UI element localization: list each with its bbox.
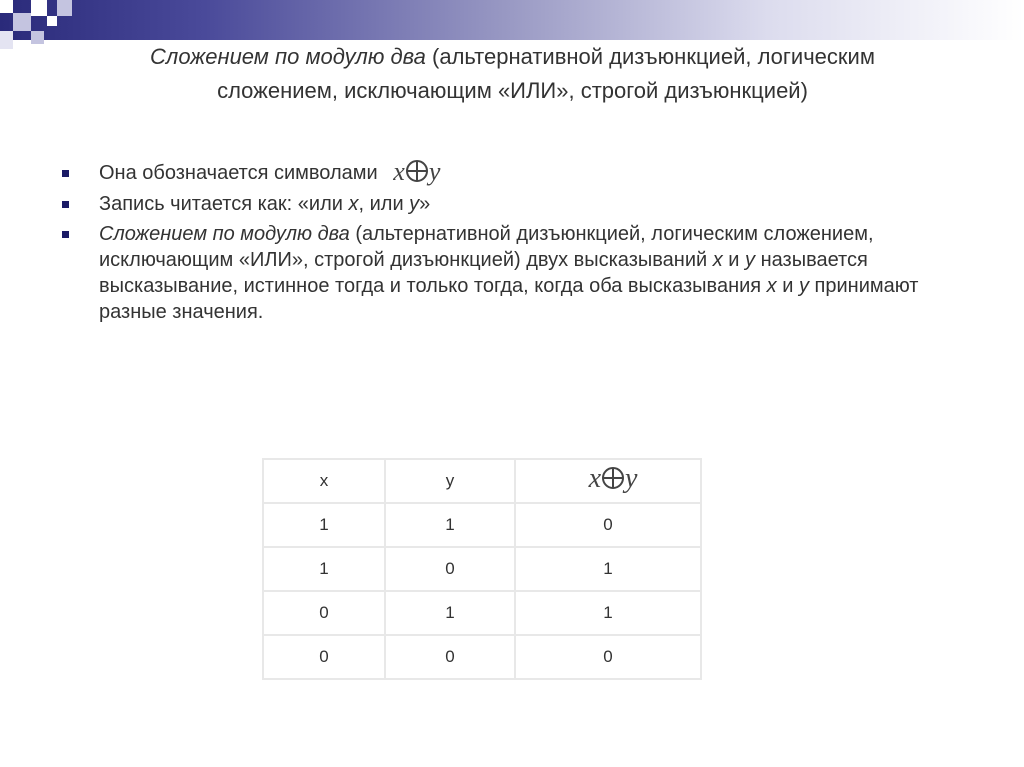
table-cell: 0 (264, 636, 384, 678)
decor-square (16, 44, 31, 56)
var-y: y (409, 192, 420, 215)
decor-square (47, 16, 57, 26)
bullet-item (62, 156, 982, 187)
bullet-square-icon (62, 231, 69, 238)
oplus-icon (406, 160, 428, 182)
formula-x: x (393, 156, 405, 186)
bullet-square-icon (62, 201, 69, 208)
var-x: x (766, 274, 777, 297)
header-cell-xor (516, 460, 700, 502)
table-cell: 1 (264, 504, 384, 546)
decor-square (31, 0, 47, 16)
var-x: x (348, 192, 359, 215)
table-cell: 1 (386, 504, 514, 546)
definition-text: и (776, 274, 799, 297)
bullet-text: Запись читается как: «или (99, 192, 349, 215)
var-y: y (745, 248, 756, 271)
formula-y: y (428, 156, 441, 186)
header-band (0, 0, 1024, 40)
xor-formula (589, 463, 638, 495)
title-rest: (альтернативной дизъюнкцией, логическим сложением, исключающим «ИЛИ», строгой дизъюнкцией) (217, 44, 875, 103)
definition-italic: Сложением по модулю два (99, 222, 350, 245)
var-y: y (798, 274, 809, 297)
bullet-text: , или (358, 192, 410, 215)
table-cell: 0 (516, 636, 700, 678)
bullet-text: » (419, 192, 431, 215)
definition-text: (альтернативной дизъюнкцией, логическим сложением, исключающим «ИЛИ», строгой дизъюнкцией) двух высказываний (99, 222, 874, 271)
formula-x: x (588, 463, 601, 494)
truth-table (262, 458, 702, 680)
table-cell: 1 (516, 592, 700, 634)
definition-text: и (722, 248, 746, 271)
bullet-text: Она обозначается символами (99, 162, 378, 184)
title-italic: Сложением по модулю два (150, 44, 426, 69)
header-cell-x: x (264, 460, 384, 502)
bullet-item (62, 191, 982, 217)
table-cell: 1 (516, 548, 700, 590)
decor-square (13, 13, 31, 31)
decor-square (0, 0, 13, 13)
definition-text: принимают разные значения. (99, 274, 919, 323)
table-cell: 0 (386, 548, 514, 590)
decor-square (31, 31, 44, 44)
xor-formula (393, 156, 441, 186)
decor-square (57, 0, 72, 16)
bullet-item (62, 221, 982, 325)
bullet-list (62, 156, 982, 329)
oplus-icon (602, 467, 624, 489)
formula-y: y (625, 463, 638, 494)
var-x: x (712, 248, 723, 271)
decor-square (0, 31, 13, 49)
slide-title (90, 40, 935, 108)
table-header-row (264, 460, 700, 502)
table-row (264, 504, 700, 546)
table-cell: 0 (264, 592, 384, 634)
table-cell: 1 (386, 592, 514, 634)
table-cell: 0 (516, 504, 700, 546)
table-cell: 1 (264, 548, 384, 590)
header-cell-y: y (386, 460, 514, 502)
table-row (264, 592, 700, 634)
definition-text: называется высказывание, истинное тогда и только тогда, когда оба высказывания (99, 248, 868, 297)
bullet-square-icon (62, 170, 69, 177)
table-row (264, 636, 700, 678)
table-cell: 0 (386, 636, 514, 678)
table-row (264, 548, 700, 590)
